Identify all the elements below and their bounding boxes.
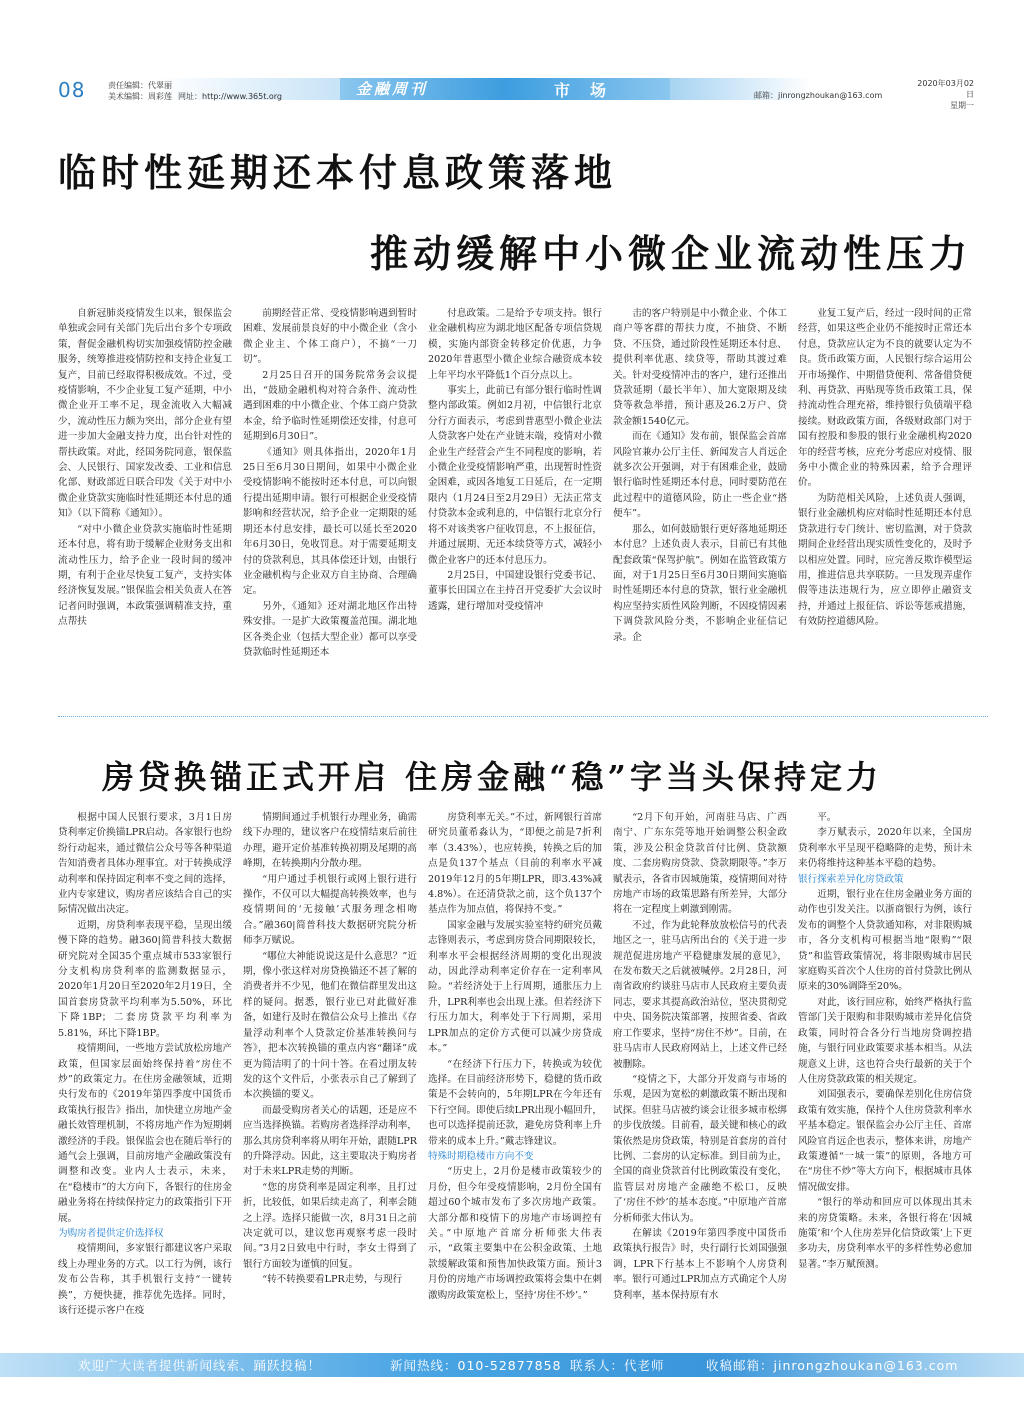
paragraph: 为防范相关风险，上述负责人强调，银行业金融机构应对临时性延期还本付息贷款进行专门统计、密切监测，对于贷款期间企业经营出现实质性变化的，及时予以相应处置。同时，应完善反欺诈模型运用，推进信息共享联防。一旦发现弄虚作假等违法违规行为，应立即停止融资支持，并通过上报征信、诉讼等惩戒措施，有效防控道德风险。 — [798, 492, 972, 628]
subheading: 银行探索差异化房贷政策 — [798, 873, 904, 885]
website-url: 网址：http://www.365t.org — [178, 92, 283, 101]
paragraph: 近期，银行业在住房金融业务方面的动作也引发关注。以浙商银行为例，该行发布的调整个人贷款通知称，对非限购城市，各分支机构可根据当地“限购”“限贷”和监管政策情况，将非限购城市居民家庭购买首次个人住房的首付贷款比例从原来的30%调降至20%。 — [798, 889, 972, 993]
article2-title: 房贷换锚正式开启 住房金融“稳”字当头保持定力 — [102, 758, 882, 796]
editor-credits — [108, 80, 172, 102]
paragraph: 不过，作为此轮释放放松信号的代表地区之一，驻马店所出台的《关于进一步规范促进房地产平稳健康发展的意见》，在发布数天之后就被喊停。2月28日，河南省政府约谈驻马店市人民政府主要负责同志，要求其提高政治站位，坚决贯彻党中央、国务院决策部署，按照省委、省政府工作要求，坚持“房住不炒”。目前，在驻马店市人民政府网站上，上述文件已经被删除。 — [613, 919, 787, 1070]
article2-column-3 — [428, 810, 602, 1340]
paragraph: 击的客户特别是中小微企业、个体工商户等客群的帮扶力度，不抽贷、不断贷、不压贷，通过阶段性延期还本付息、提供利率优惠、续贷等，帮助其渡过难关。针对受疫情冲击的客户，建行还推出贷款延期（最长半年）、加大宽限期及续贷等救急举措，预计惠及26.2万户、贷款金额1540亿元。 — [613, 308, 787, 427]
date-text: 2020年03月02日 — [917, 79, 974, 99]
paragraph: “对中小微企业贷款实施临时性延期还本付息，将有助于缓解企业财务支出和流动性压力，给予企业一段时间的缓冲期，有利于企业尽快复工复产，支持实体经济恢复发展。”银保监会相关负责人在答记者问时强调，本政策强调精准支持，重点帮扶 — [58, 523, 232, 628]
section-name: 市场 — [554, 81, 627, 100]
paragraph: “哪位大神能说说这是什么意思？”近期，像小张这样对房贷换锚还不甚了解的消费者并不少见，他们在微信群里发出这样的疑问。据悉，银行业已对此做好准备，如建行及时在微信公众号上推出《存量浮动利率个人贷款定价基准转换问与答》，把本次转换锚的重点内容“翻译”成更为简洁明了的十问十答。在看过朋友转发的这个文件后，小张表示自己了解到了本次换锚的要义。 — [243, 950, 417, 1101]
paragraph: 房贷利率无关。”不过，新网银行首席研究员董希淼认为，“即便之前是7折利率（3.43%），也应转换，转换之后的加点是负137个基点（目前的利率水平减2019年12月的5年期LPR，即3.43%减4.8%）。在还清贷款之前，这个负137个基点作为加点值，将保持不变。” — [428, 812, 602, 916]
paragraph: 国家金融与发展实验室特约研究员戴志锋则表示，考虑到房贷合同期限较长，利率水平会根据经济周期的变化出现波动，因此浮动利率定价存在一定利率风险。“若经济处于上行周期，通胀压力上升，LPR利率也会出现上涨。但若经济下行压力加大，利率处于下行周期，采用LPR加点的定价方式便可以减少房贷成本。” — [428, 919, 602, 1055]
paragraph: 自新冠肺炎疫情发生以来，银保监会单独或会同有关部门先后出台多个专项政策，督促金融机构切实加强疫情防控金融服务，统筹推进疫情防控和支持企业复工复产，目前已经取得积极成效。不过，受疫情影响，不少企业复工复产延期，中小微企业开工率不足，现金流收入大幅减少，流动性压力颇为突出，部分企业有望进一步加大金融支持力度，出台针对性的帮扶政策。对此，经国务院同意，银保监会、人民银行、国家发改委、工业和信息化部、财政部近日联合印发《关于对中小微企业贷款实施临时性延期还本付息的通知》（以下简称《通知》）。 — [58, 308, 232, 520]
article1-column-3 — [428, 306, 602, 696]
article2-column-2 — [243, 810, 417, 1340]
paragraph: 对此，该行回应称，始终严格执行监管部门关于限购和非限购城市差异化信贷政策，同时符合各分行当地房贷调控措施，与银行同业政策要求基本相当。从法规意义上讲，这也符合央行最新的关于个人住房贷款政策的相关规定。 — [798, 996, 972, 1085]
article1-column-4 — [613, 306, 787, 696]
paragraph: 根据中国人民银行要求，3月1日房贷利率定价换锚LPR启动。各家银行也纷纷行动起来，通过微信公众号等各种渠道告知消费者具体办理事宜。对于转换成浮动利率和保持固定利率不变之间的选择，业内专家建议，购房者应该结合自己的实际情况做出决定。 — [58, 812, 232, 916]
paragraph: 另外，《通知》还对湖北地区作出特殊安排。一是扩大政策覆盖范围。湖北地区各类企业（包括大型企业）都可以享受贷款临时性延期还本 — [243, 600, 417, 658]
page-number: 08 — [58, 78, 86, 102]
issue-date — [914, 78, 974, 111]
article1-subtitle: 推动缓解中小微企业流动性压力 — [369, 231, 972, 276]
footer-hotline: 新闻热线：010-52877858 — [390, 1358, 562, 1373]
article2-column-5 — [798, 810, 972, 1340]
paper-name: 金融周刊 — [356, 80, 429, 98]
paragraph: 业复工复产后，经过一段时间的正常经营，如果这些企业仍不能按时正常还本付息，贷款应认定为不良的就要认定为不良。货币政策方面，人民银行综合运用公开市场操作、中期借贷便利、常备借贷便利、再贷款、再贴现等货币政策工具，保持流动性合理充裕，维持银行负债端平稳接续。财政政策方面，各级财政部门对于国有控股和参股的银行业金融机构2020年的经营考核，应充分考虑应对疫情、服务中小微企业的特殊因素，给予合理评价。 — [798, 308, 972, 489]
article1-column-2 — [243, 306, 417, 696]
paragraph: “在经济下行压力下，转换或为较优选择。在目前经济形势下，稳健的货币政策是不会转向的，5年期LPR在今年还有下行空间。即使后续LPR出现小幅回升，也可以选择提前还款，避免房贷利率上升带来的成本上升。”戴志锋建议。 — [428, 1058, 602, 1147]
paragraph: 《通知》则具体指出，2020年1月25日至6月30日期间，如果中小微企业受疫情影响不能按时还本付息，可以向银行提出延期申请。银行可根据企业受疫情影响和经营状况，给予企业一定期限的延期还本付息安排，最长可以延长至2020年6月30日，免收罚息。对于需要延期支付的贷款利息，其具体偿还计划，由银行业金融机构与企业双方自主协商、合理确定。 — [243, 446, 417, 597]
paragraph: 情期间通过手机银行办理业务，确需线下办理的，建议客户在疫情结束后前往办理，避开定价基准转换初期及尾期的高峰期，在转换期内分散办理。 — [243, 812, 417, 870]
paragraph: 刘国强表示，要确保差别化住房信贷政策有效实施，保持个人住房贷款利率水平基本稳定。银保监会办公厅主任、首席风险官肖远企也表示，整体来讲，房地产政策遵循“一城一策”的原则，各地方可在“房住不炒”等大方向下，根据城市具体情况做安排。 — [798, 1089, 972, 1193]
paragraph: 在解读《2019年第四季度中国货币政策执行报告》时，央行副行长刘国强强调，LPR下行基本上不影响个人房贷利率。银行可通过LPR加点方式确定个人房贷利率，基本保持原有水 — [613, 1227, 787, 1301]
footer-slogan: 欢迎广大读者提供新闻线索、踊跃投稿！ — [78, 1358, 322, 1373]
paragraph: 而在《通知》发布前，银保监会首席风险官兼办公厅主任、新闻发言人肖远企就多次公开强调，对于有困难企业，鼓励银行临时性延期还本付息，同时要防范在此过程中的道德风险，防止一些企业“搭便车”。 — [613, 431, 787, 520]
paragraph: 近期，房贷利率表现平稳，呈现出缓慢下降的趋势。融360|简普科技大数据研究院对全国35个重点城市533家银行分支机构房贷利率的监测数据显示，2020年1月20日至2020年2月19日，全国首套房贷款平均利率为5.50%，环比下降1BP；二套房贷款平均利率为5.81%，环比下降1BP。 — [58, 919, 232, 1039]
subheading: 特殊时期稳楼市方向不变 — [428, 1150, 534, 1162]
editor-line: 责任编辑：代翠丽 — [108, 81, 172, 90]
article1-title: 临时性延期还本付息政策落地 — [58, 150, 618, 195]
weekday-text: 星期一 — [950, 101, 974, 110]
article2-column-4 — [613, 810, 787, 1340]
paragraph: “银行的举动和回应可以体现出其未来的房贷策略。未来，各银行将在‘因城施策’和‘个人住房差异化信贷政策’上下更多功夫，房贷利率水平的多样性势必愈加显著。”李万赋预测。 — [798, 1197, 972, 1270]
paragraph: 前期经营正常、受疫情影响遇到暂时困难、发展前景良好的中小微企业（含小微企业主、个体工商户），不搞“一刀切”。 — [243, 308, 417, 366]
paragraph: 2月25日召开的国务院常务会议提出，“鼓励金融机构对符合条件、流动性遇到困难的中小微企业、个体工商户贷款本金，给予临时性延期偿还安排，付息可延期到6月30日”。 — [243, 369, 417, 443]
paragraph: 事实上，此前已有部分银行临时性调整内部政策。例如2月初，中信银行北京分行方面表示，考虑到普惠型小微企业法人贷款客户处在产业链末端，疫情对小微企业生产经营会产生不同程度的影响，若小微企业受疫情影响严重，出现暂时性资金困难，或因各地复工日延后，在一定期限内（1月24日至2月29日）无法正常支付贷款本金或利息的，中信银行北京分行将不对该类客户征收罚息，不上报征信，并通过展期、无还本续贷等方式，减轻小微企业客户的还本付息压力。 — [428, 385, 602, 566]
header-mail: 邮箱：jinrongzhoukan@163.com — [754, 91, 883, 100]
paragraph: 疫情期间，一些地方尝试放松房地产政策，但国家层面始终保持着“房住不炒”的政策定力。在住房金融领域，近期央行发布的《2019年第四季度中国货币政策执行报告》指出，加快建立房地产金融长效管理机制，不将房地产作为短期刺激经济的手段。银保监会也在随后举行的通气会上强调，目前房地产金融政策没有调整和改变。业内人士表示，未来，在“稳楼市”的大方向下，各银行的住房金融业务将在持续保持定力的政策指引下开展。 — [58, 1043, 232, 1224]
section-divider — [58, 716, 988, 717]
paragraph: 李万赋表示，2020年以来，全国房贷利率水平呈现平稳略降的走势，预计未来仍将维持这种基本平稳的趋势。 — [798, 827, 972, 870]
paragraph: 平。 — [817, 812, 837, 823]
article2-column-1 — [58, 810, 232, 1340]
article1-column-1 — [58, 306, 232, 696]
art-editor-line: 美术编辑：周彩莲 — [108, 92, 172, 101]
footer-contact: 联系人：代老师 — [570, 1358, 665, 1373]
paragraph: “2月下旬开始，河南驻马店、广西南宁、广东东莞等地开始调整公积金政策，涉及公积金贷款首付比例、贷款额度、二套房购房贷款、贷款期限等。”李万赋表示，各省市因城施策，疫情期间对待房地产市场的政策思路有所差异，大部分将在一定程度上刺激到刚需。 — [613, 812, 787, 916]
paragraph: 疫情期间，多家银行都建议客户采取线上办理业务的方式。以工行为例，该行发布公告称，其手机银行支持“一键转换”，方便快捷，推荐优先选择。同时，该行还提示客户在疫 — [58, 1243, 232, 1316]
paragraph: “您的房贷利率是固定利率，且打过折，比较低，如果后续走高了，利率会随之上浮。选择只能做一次，8月31日之前决定就可以，建议您再观察考虑一段时间。”3月2日致电中行时，李女士得到了银行方面较为谨慎的回复。 — [243, 1181, 417, 1270]
paragraph: “历史上，2月份是楼市政策较少的月份，但今年受疫情影响，2月份全国有超过60个城市发布了多次房地产政策。大部分都和疫情下的房地产市场调控有关。”中原地产首席分析师张大伟表示，“政策主要集中在公积金政策、土地款缓解政策和预售加快政策方面。预计3月份的房地产市场调控政策将会集中在刺激购房政策宽松上，坚持‘房住不炒’。” — [428, 1166, 602, 1301]
footer-email: 收稿邮箱：jinrongzhoukan@163.com — [706, 1358, 959, 1373]
article1-column-5 — [798, 306, 972, 696]
paragraph: 那么，如何鼓励银行更好落地延期还本付息？上述负责人表示，目前已有其他配套政策“保驾护航”。例如在监管政策方面，对于1月25日至6月30日期间实施临时性延期还本付息的贷款，银行业金融机构应坚持实质性风险判断，不因疫情因素下调贷款风险分类，不影响企业征信记录。企 — [613, 523, 787, 643]
paragraph: “疫情之下，大部分开发商与市场的乐观，是因为宽松的刺激政策不断出现和试探。但驻马店被约谈会让很多城市松绑的步伐放缓。目前看，最关键和核心的政策依然是房贷政策，特别是首套房的首付比例、二套房的认定标准。到目前为止，全国的商业贷款首付比例政策没有变化，监管层对房地产金融绝不松口，反映了‘房住不炒’的基本态度。”中原地产首席分析师张大伟认为。 — [613, 1073, 787, 1224]
paragraph: 2月25日，中国建设银行党委书记、董事长田国立在主持召开党委扩大会议时透露，建行增加对受疫情冲 — [428, 569, 602, 612]
subheading: 为购房者提供定价选择权 — [58, 1227, 164, 1239]
paragraph: 而最受购房者关心的话题，还是应不应当选择换锚。若购房者选择浮动利率，那么其房贷利率将从明年开始，跟随LPR的升降浮动。因此，这主要取决于购房者对于未来LPR走势的判断。 — [243, 1104, 417, 1178]
paragraph: “用户通过手机银行或网上银行进行操作，不仅可以大幅提高转换效率，也与疫情期间的‘无接触’式服务理念相吻合。”融360|简普科技大数据研究院分析师李万赋说。 — [243, 873, 417, 947]
paragraph: 付息政策。二是给予专项支持。银行业金融机构应为湖北地区配备专项信贷规模，实施内部资金转移定价优惠，力争2020年普惠型小微企业综合融资成本较上年平均水平降低1个百分点以上。 — [428, 308, 602, 381]
paragraph: “转不转换要看LPR走势，与现行 — [262, 1274, 403, 1286]
